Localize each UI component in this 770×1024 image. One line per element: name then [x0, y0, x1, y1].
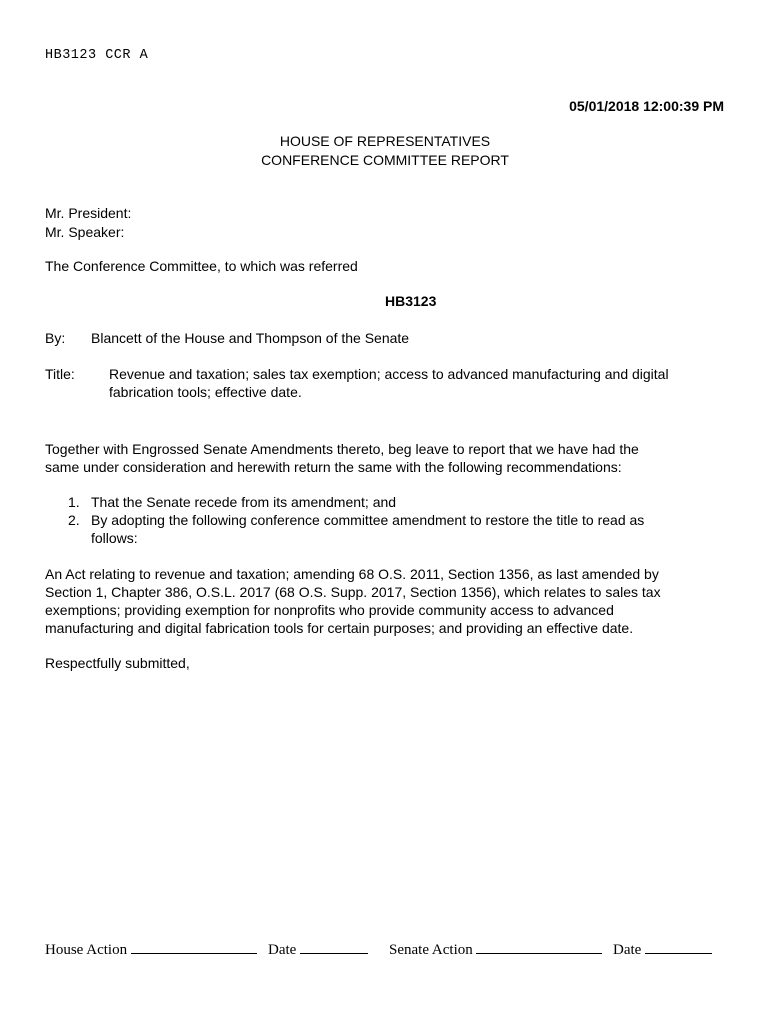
senate-date-label: Date: [613, 942, 642, 958]
document-id: HB3123 CCR A: [45, 48, 149, 63]
house-action-label: House Action: [45, 942, 128, 958]
by-label: By:: [45, 330, 66, 346]
title-label: Title:: [45, 366, 75, 382]
senate-action-label: Senate Action: [389, 942, 473, 958]
senate-date-line: [645, 941, 712, 954]
recommendation-text: That the Senate recede from its amendment; and: [91, 494, 397, 510]
senate-action-field: [389, 941, 602, 959]
act-line3: exemptions; providing exemption for nonprofits who provide community access to advanced: [45, 602, 614, 618]
report-title-line2: CONFERENCE COMMITTEE REPORT: [261, 152, 509, 168]
report-title-line1: HOUSE OF REPRESENTATIVES: [279, 133, 491, 149]
house-action-line: [131, 941, 257, 954]
house-action-field: [45, 941, 257, 959]
house-date-label: Date: [268, 942, 297, 958]
title-value-line1: Revenue and taxation; sales tax exemption; access to advanced manufacturing and digital: [109, 366, 669, 382]
senate-date-field: [613, 941, 712, 959]
together-line2: same under consideration and herewith return the same with the following recommendations:: [45, 459, 622, 475]
closing-text: Respectfully submitted,: [45, 655, 190, 671]
recommendation-text: By adopting the following conference committee amendment to restore the title to read as: [91, 512, 645, 528]
house-date-line: [300, 941, 368, 954]
salutation-speaker: Mr. Speaker:: [45, 224, 125, 240]
salutation-president: Mr. President:: [45, 205, 132, 221]
together-line1: Together with Engrossed Senate Amendments thereto, beg leave to report that we have had the: [45, 441, 639, 457]
intro-text: The Conference Committee, to which was referred: [45, 258, 358, 274]
recommendation-number: 1.: [68, 494, 80, 510]
senate-action-line: [476, 941, 602, 954]
house-date-field: [268, 941, 368, 959]
timestamp: 05/01/2018 12:00:39 PM: [569, 98, 724, 114]
title-value-line2: fabrication tools; effective date.: [109, 384, 302, 400]
recommendation-text-cont: follows:: [91, 530, 138, 546]
bill-number: HB3123: [385, 293, 437, 309]
act-line4: manufacturing and digital fabrication tools for certain purposes; and providing an effective date.: [45, 620, 634, 636]
act-line2: Section 1, Chapter 386, O.S.L. 2017 (68 O.S. Supp. 2017, Section 1356), which relates to sales tax: [45, 584, 661, 600]
act-line1: An Act relating to revenue and taxation; amending 68 O.S. 2011, Section 1356, as last amended by: [45, 566, 659, 582]
by-value: Blancett of the House and Thompson of the Senate: [91, 330, 410, 346]
recommendation-number: 2.: [68, 512, 80, 528]
